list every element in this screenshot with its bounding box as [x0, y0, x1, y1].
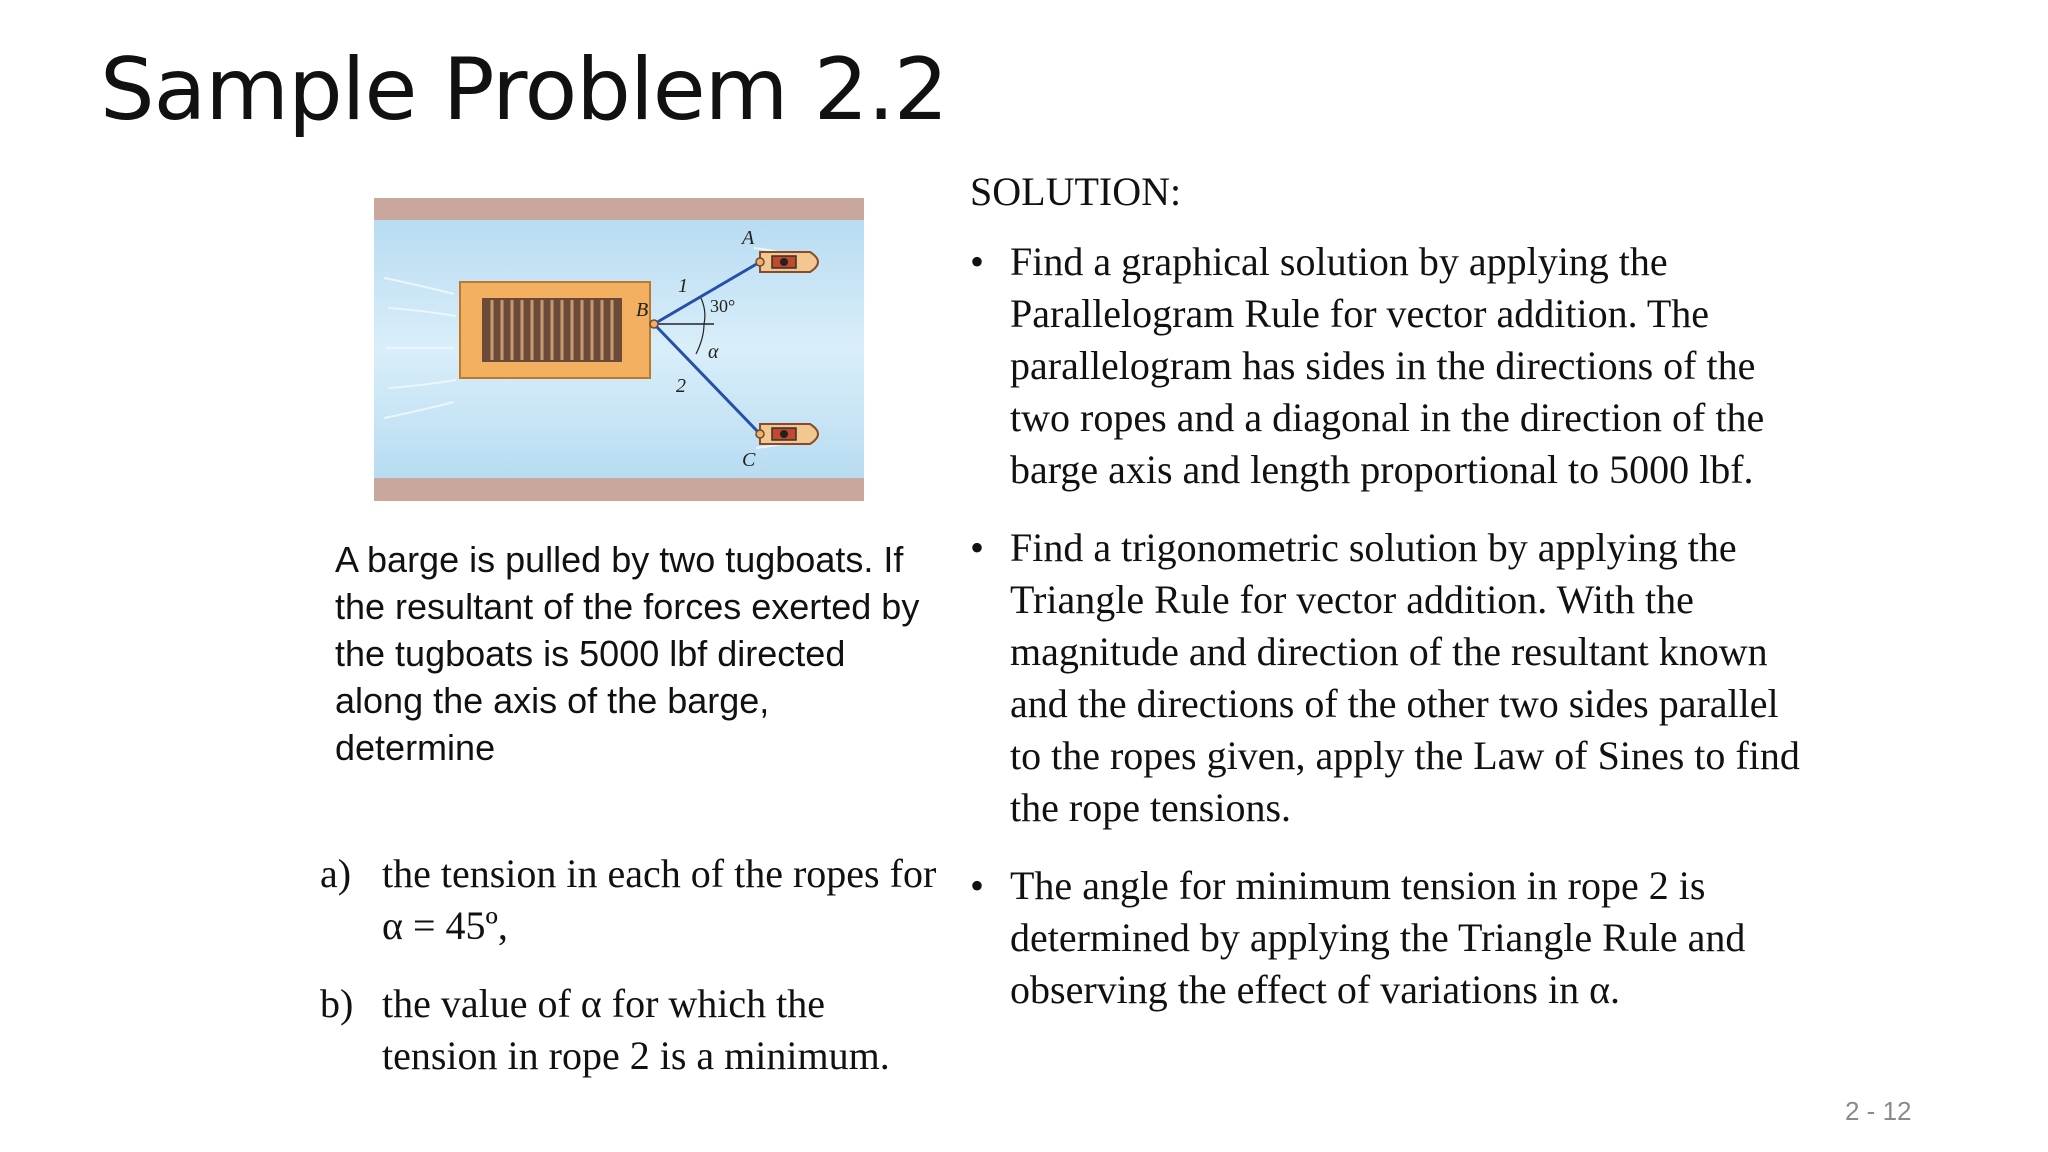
barge [460, 282, 650, 378]
label-rope-1: 1 [678, 275, 688, 297]
bullet-text: The angle for minimum tension in rope 2 is determined by applying the Triangle Rule and observing the effect of variations in α. [1010, 863, 1746, 1012]
item-text: the value of α for which the tension in rope 2 is a minimum. [382, 981, 890, 1078]
slide-title: Sample Problem 2.2 [100, 40, 948, 140]
label-angle: 30° [710, 296, 736, 316]
bullet-marker: • [970, 525, 985, 570]
list-item [320, 978, 940, 1082]
label-rope-2: 2 [676, 375, 686, 397]
label-c: C [742, 449, 756, 471]
bullet-marker: • [970, 863, 985, 908]
solution-label: SOLUTION: [970, 169, 1182, 214]
question-list [320, 848, 940, 1108]
list-item [970, 860, 1800, 1016]
tugboat-c [756, 424, 818, 444]
bullet-text: Find a trigonometric solution by applying the Triangle Rule for vector addition. With the magnitude and direction of the resultant known and the directions of the other two sides parallel to the ropes given, apply the Law of Sines to find the rope tensions. [1010, 525, 1800, 830]
item-marker: b) [320, 981, 354, 1026]
problem-statement: A barge is pulled by two tugboats. If the resultant of the forces exerted by the tugboats is 5000 lbf directed along the axis of the barge, determine [335, 539, 920, 768]
item-marker: a) [320, 851, 352, 896]
bullet-marker: • [970, 239, 985, 284]
label-a: A [742, 227, 755, 249]
list-item [970, 522, 1800, 834]
item-text: the tension in each of the ropes for α = 45º, [382, 851, 937, 948]
page-number: 2 - 12 [1845, 1096, 1912, 1126]
label-alpha: α [708, 341, 719, 363]
bullet-text: Find a graphical solution by applying the Parallelogram Rule for vector addition. The parallelogram has sides in the directions of the two ropes and a diagonal in the direction of the barge axis and length proportional to 5000 lbf. [1010, 239, 1765, 492]
list-item [320, 848, 940, 952]
barge-tugboat-figure [374, 198, 864, 501]
list-item [970, 236, 1800, 496]
label-b: B [636, 299, 649, 321]
tugboat-a [756, 252, 818, 272]
top-bank [374, 198, 864, 220]
point-b [650, 320, 658, 328]
solution-list [970, 236, 1800, 1042]
bottom-bank [374, 478, 864, 501]
